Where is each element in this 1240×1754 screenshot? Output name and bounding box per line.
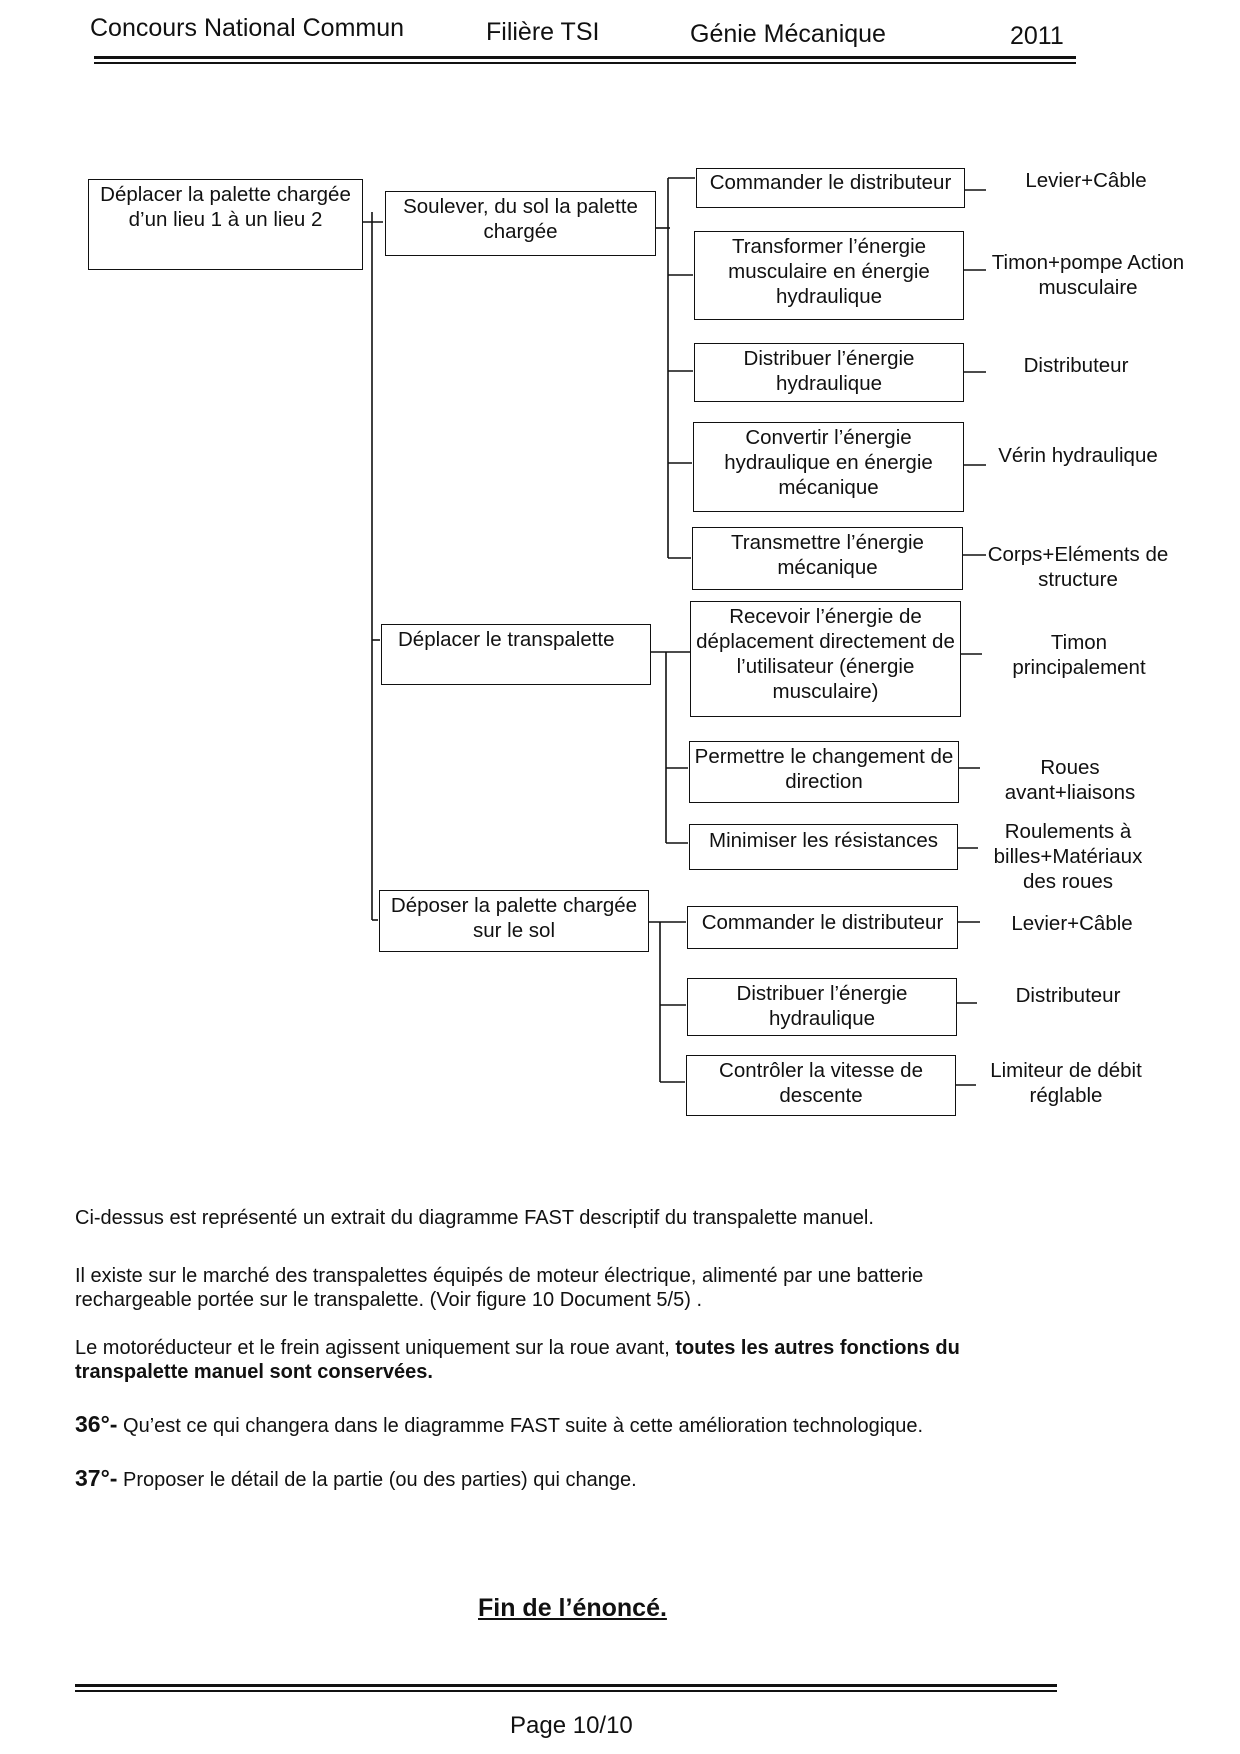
paragraph-motoreducteur xyxy=(75,1336,1075,1384)
fast-sol-limiteur: Limiteur de débit réglable xyxy=(990,1059,1142,1107)
question-37-text: Proposer le détail de la partie (ou des parties) qui change. xyxy=(117,1469,637,1491)
footer-rule-thick xyxy=(75,1684,1057,1687)
question-36 xyxy=(75,1412,1075,1438)
fast-fn-label: Commander le distributeur xyxy=(709,171,952,194)
question-36-text: Qu’est ce qui changera dans le diagramme FAST suite à cette amélioration technologique. xyxy=(117,1415,924,1437)
fast-fn-label: Distribuer l’énergie hydraulique xyxy=(736,982,908,1030)
fast-fn-label: Transmettre l’énergie mécanique xyxy=(731,531,924,579)
fast-sol-corps-structure: Corps+Eléments de structure xyxy=(987,543,1169,591)
fast-fn-distribuer-2 xyxy=(687,978,957,1036)
fast-fn-distribuer-1 xyxy=(694,343,964,402)
fast-sol-distributeur-1: Distributeur xyxy=(1023,354,1129,377)
fast-sol-timon-pompe: Timon+pompe Action musculaire xyxy=(991,251,1185,299)
year-label: 2011 xyxy=(1010,22,1064,50)
footer-rule-thin xyxy=(75,1690,1057,1692)
fast-l1-soulever xyxy=(385,191,656,256)
paragraph-motoreducteur-plain: Le motoréducteur et le frein agissent uniquement sur la roue avant, xyxy=(75,1337,676,1359)
fast-fn-transformer xyxy=(694,231,964,320)
fast-sol-roulements: Roulements à billes+Matériaux des roues xyxy=(993,820,1143,893)
page-number: Page 10/10 xyxy=(510,1712,633,1739)
question-37-number: 37°- xyxy=(75,1465,118,1491)
fast-sol-verin: Vérin hydraulique xyxy=(998,444,1158,467)
fast-l1-label: Déposer la palette chargée sur le sol xyxy=(390,894,638,942)
fast-fn-label: Permettre le changement de direction xyxy=(694,745,954,793)
question-37 xyxy=(75,1466,1075,1492)
fast-fn-changement-direction xyxy=(689,741,959,803)
fast-sol-levier-cable-2: Levier+Câble xyxy=(1011,912,1133,935)
subject-label: Génie Mécanique xyxy=(690,20,886,48)
fast-sol-distributeur-2: Distributeur xyxy=(1015,984,1121,1007)
fast-sol-roues: Roues avant+liaisons xyxy=(1004,756,1136,804)
fast-fn-label: Distribuer l’énergie hydraulique xyxy=(743,347,915,395)
fast-root-function xyxy=(88,179,363,270)
fast-sol-timon: Timon principalement xyxy=(1012,631,1146,679)
fast-fn-convertir xyxy=(693,422,964,512)
fast-fn-label: Convertir l’énergie hydraulique en énergie mécanique xyxy=(724,426,933,499)
paragraph-motoreducteur-bold: toutes les autres fonctions du transpalette manuel sont conservées. xyxy=(75,1337,960,1383)
exam-title: Concours National Commun xyxy=(90,14,405,42)
fast-fn-recevoir xyxy=(690,601,961,717)
fast-fn-commander-2 xyxy=(687,906,958,949)
fast-l1-label: Soulever, du sol la palette chargée xyxy=(403,195,638,243)
fast-fn-label: Contrôler la vitesse de descente xyxy=(719,1059,923,1107)
fast-fn-minimiser xyxy=(689,824,958,870)
paragraph-electric: Il existe sur le marché des transpalettes équipés de moteur électrique, alimenté par une batterie rechargeable portée sur le transpalette. (Voir figure 10 Document 5/5) . xyxy=(75,1265,924,1311)
fast-fn-label: Recevoir l’énergie de déplacement directement de l’utilisateur (énergie musculaire) xyxy=(696,605,955,703)
paragraph-intro: Ci-dessus est représenté un extrait du diagramme FAST descriptif du transpalette manuel. xyxy=(75,1207,874,1229)
question-36-number: 36°- xyxy=(75,1411,118,1437)
fast-fn-controler-vitesse xyxy=(686,1055,956,1116)
fast-fn-commander-1 xyxy=(696,168,965,208)
fast-fn-label: Minimiser les résistances xyxy=(709,829,938,852)
fast-l1-deplacer xyxy=(381,624,651,685)
fast-l1-label: Déplacer le transpalette xyxy=(398,628,615,651)
fast-sol-levier-cable-1: Levier+Câble xyxy=(1025,169,1147,192)
fast-root-label: Déplacer la palette chargée d’un lieu 1 à un lieu 2 xyxy=(100,183,351,231)
fast-fn-transmettre xyxy=(692,527,963,590)
fast-l1-deposer xyxy=(379,890,649,952)
filiere-label: Filière TSI xyxy=(486,18,600,46)
fast-fn-label: Transformer l’énergie musculaire en énergie hydraulique xyxy=(728,235,930,308)
fast-fn-label: Commander le distributeur xyxy=(701,911,944,934)
end-of-statement: Fin de l’énoncé. xyxy=(478,1594,667,1622)
